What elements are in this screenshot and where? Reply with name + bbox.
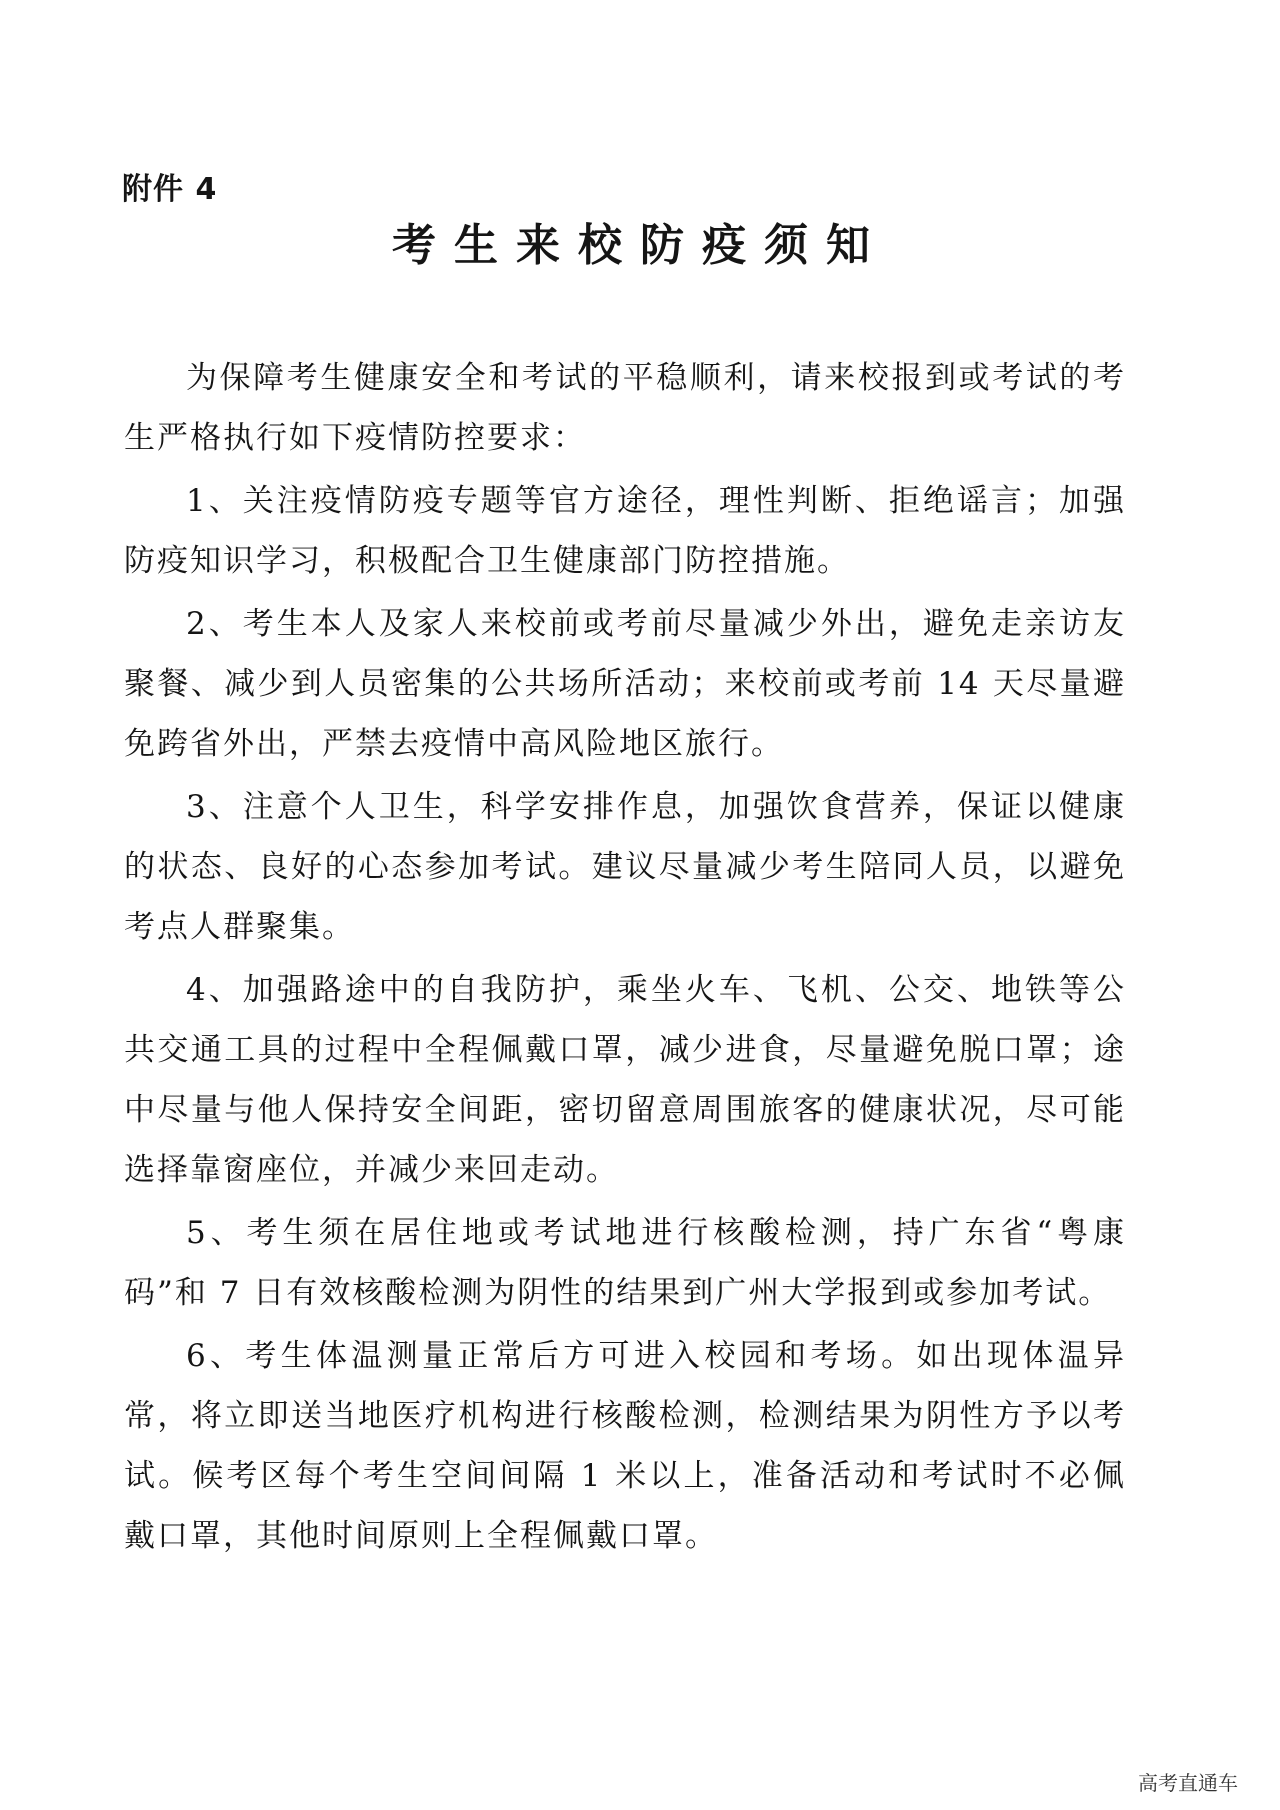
requirement-paragraph-1: 1、关注疫情防疫专题等官方途径，理性判断、拒绝谣言；加强防疫知识学习，积极配合卫生健康部门防控措施。 xyxy=(124,483,1126,579)
requirement-paragraph-2: 2、考生本人及家人来校前或考前尽量减少外出，避免走亲访友聚餐、减少到人员密集的公共场所活动；来校前或考前 14 天尽量避免跨省外出，严禁去疫情中高风险地区旅行。 xyxy=(124,606,1126,762)
attachment-label: 附件 4 xyxy=(122,172,218,207)
requirement-paragraph-6: 6、考生体温测量正常后方可进入校园和考场。如出现体温异常，将立即送当地医疗机构进行核酸检测，检测结果为阴性方予以考试。候考区每个考生空间间隔 1 米以上，准备活动和考试时不必佩戴口罩，其他时间原则上全程佩戴口罩。 xyxy=(124,1338,1126,1554)
intro-paragraph: 为保障考生健康安全和考试的平稳顺利，请来校报到或考试的考生严格执行如下疫情防控要求： xyxy=(124,360,1126,456)
source-watermark: 高考直通车 xyxy=(1132,1765,1244,1798)
requirement-paragraph-5: 5、考生须在居住地或考试地进行核酸检测，持广东省“粤康码”和 7 日有效核酸检测为阴性的结果到广州大学报到或参加考试。 xyxy=(124,1215,1126,1311)
document-body xyxy=(124,348,1126,1566)
requirement-paragraph-4: 4、加强路途中的自我防护，乘坐火车、飞机、公交、地铁等公共交通工具的过程中全程佩戴口罩，减少进食，尽量避免脱口罩；途中尽量与他人保持安全间距，密切留意周围旅客的健康状况，尽可能选择靠窗座位，并减少来回走动。 xyxy=(124,972,1126,1188)
document-title: 考生来校防疫须知 xyxy=(392,220,888,271)
requirement-paragraph-3: 3、注意个人卫生，科学安排作息，加强饮食营养，保证以健康的状态、良好的心态参加考试。建议尽量减少考生陪同人员，以避免考点人群聚集。 xyxy=(124,789,1126,945)
